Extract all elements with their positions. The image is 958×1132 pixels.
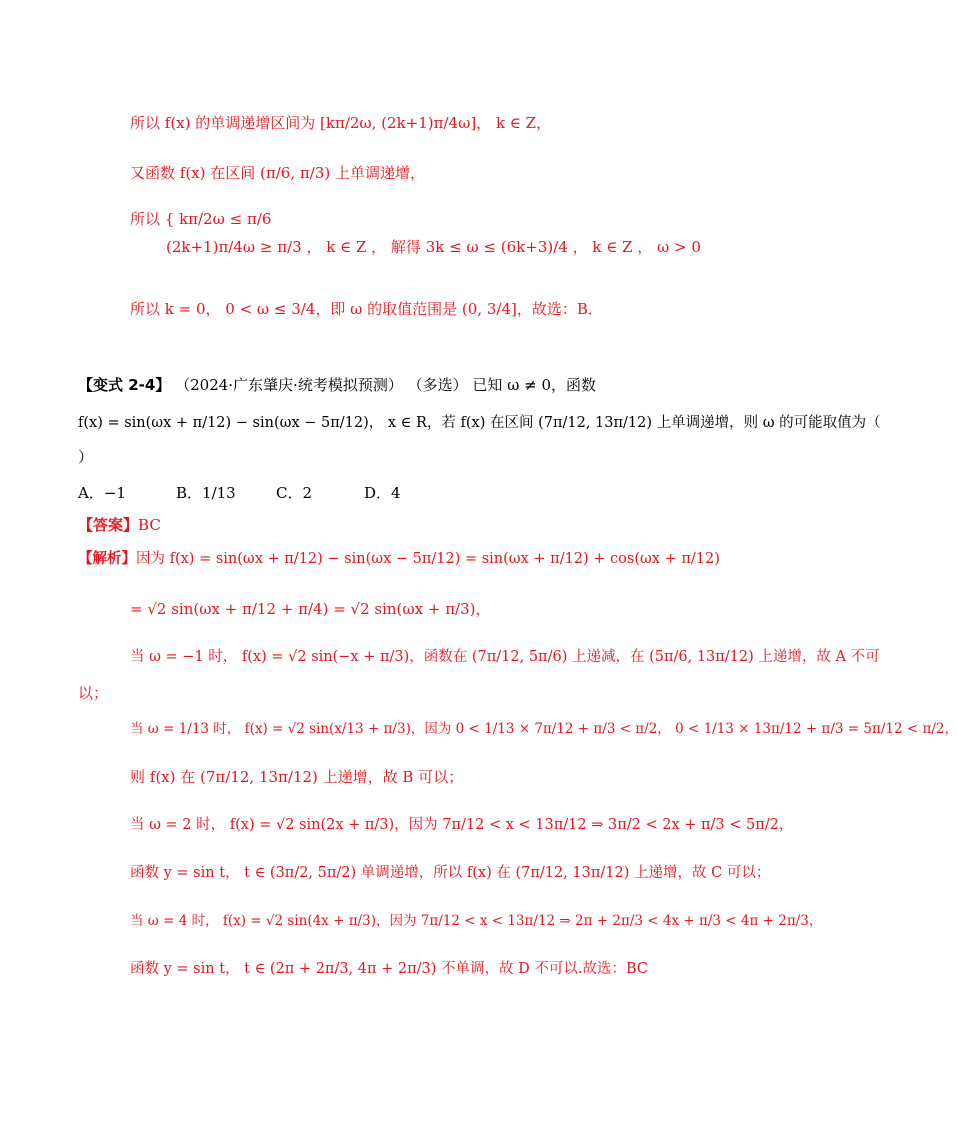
analysis-line-3b: 以； (78, 684, 109, 702)
option-a-label: A． (78, 484, 104, 502)
prev-solution-line-1: 所以 f(x) 的单调递增区间为 [kπ/2ω, (2k+1)π/4ω]， k ∈ Z， (130, 114, 552, 132)
option-c (276, 482, 312, 503)
option-d-value: 4 (391, 484, 401, 502)
analysis-line-1 (78, 548, 720, 570)
question-stem-2: f(x) = sin(ωx + π/12) − sin(ωx − 5π/12)， x ∈ R，若 f(x) 在区间 (7π/12, 13π/12) 上单调递增，则 ω 的可能取值为（ (78, 415, 881, 431)
analysis-line-6: 当 ω = 2 时， f(x) = √2 sin(2x + π/3)，因为 7π/12 < x < 13π/12 ⇒ 3π/2 < 2x + π/3 < 5π/2， (130, 817, 794, 833)
option-a-value: −1 (103, 484, 126, 502)
prev-solution-line-2: 又函数 f(x) 在区间 (π/6, π/3) 上单调递增， (130, 164, 425, 182)
option-d (364, 482, 401, 503)
answer-tag: 【答案】 (78, 516, 139, 534)
analysis-line-7: 函数 y = sin t， t ∈ (3π/2, 5π/2) 单调递增，所以 f(x) 在 (7π/12, 13π/12) 上递增，故 C 可以； (130, 865, 771, 881)
option-b (176, 482, 236, 503)
option-b-value: 1/13 (202, 484, 236, 502)
question-tag: 【变式 2-4】 (78, 376, 171, 394)
prev-solution-line-3b: (2k+1)π/4ω ≥ π/3 ， k ∈ Z ， 解得 3k ≤ ω ≤ (6k+3)/4 ， k ∈ Z ， ω > 0 (166, 238, 701, 256)
answer-value: BC (138, 516, 161, 534)
option-d-label: D． (364, 484, 392, 502)
answer-line (78, 514, 161, 536)
question-stem-3: ） (78, 448, 94, 466)
option-b-label: B． (176, 484, 203, 502)
analysis-line-4: 当 ω = 1/13 时， f(x) = √2 sin(x/13 + π/3)，因为 0 < 1/13 × 7π/12 + π/3 < π/2， 0 < 1/13 × 13π/12 + π/3 = 5π/12 < π/2， (130, 721, 958, 737)
analysis-line-3: 当 ω = −1 时， f(x) = √2 sin(−x + π/3)，函数在 (7π/12, 5π/6) 上递减，在 (5π/6, 13π/12) 上递增，故 A 不可 (130, 649, 880, 665)
analysis-line-2: = √2 sin(ωx + π/12 + π/4) = √2 sin(ωx + π/3)， (130, 600, 491, 618)
question-source: （2024·广东肇庆·统考模拟预测） (175, 376, 403, 394)
question-header (78, 374, 596, 396)
prev-solution-line-3a: 所以 { kπ/2ω ≤ π/6 (130, 210, 272, 228)
analysis-line-9: 函数 y = sin t， t ∈ (2π + 2π/3, 4π + 2π/3) 不单调，故 D 不可以.故选：BC (130, 961, 648, 977)
analysis-text-1: 因为 f(x) = sin(ωx + π/12) − sin(ωx − 5π/12) = sin(ωx + π/12) + cos(ωx + π/12) (136, 551, 720, 567)
analysis-line-8: 当 ω = 4 时， f(x) = √2 sin(4x + π/3)，因为 7π/12 < x < 13π/12 ⇒ 2π + 2π/3 < 4x + π/3 < 4π + 2π/3， (130, 913, 823, 929)
option-a (78, 482, 126, 503)
analysis-tag: 【解析】 (78, 551, 136, 567)
prev-solution-line-4: 所以 k = 0， 0 < ω ≤ 3/4，即 ω 的取值范围是 (0, 3/4]，故选：B． (130, 300, 603, 318)
option-c-value: 2 (302, 484, 313, 502)
option-c-label: C． (276, 484, 303, 502)
question-stem-1: 已知 ω ≠ 0，函数 (472, 376, 597, 394)
analysis-line-5: 则 f(x) 在 (7π/12, 13π/12) 上递增，故 B 可以； (130, 768, 464, 786)
question-type: （多选） (407, 376, 468, 394)
